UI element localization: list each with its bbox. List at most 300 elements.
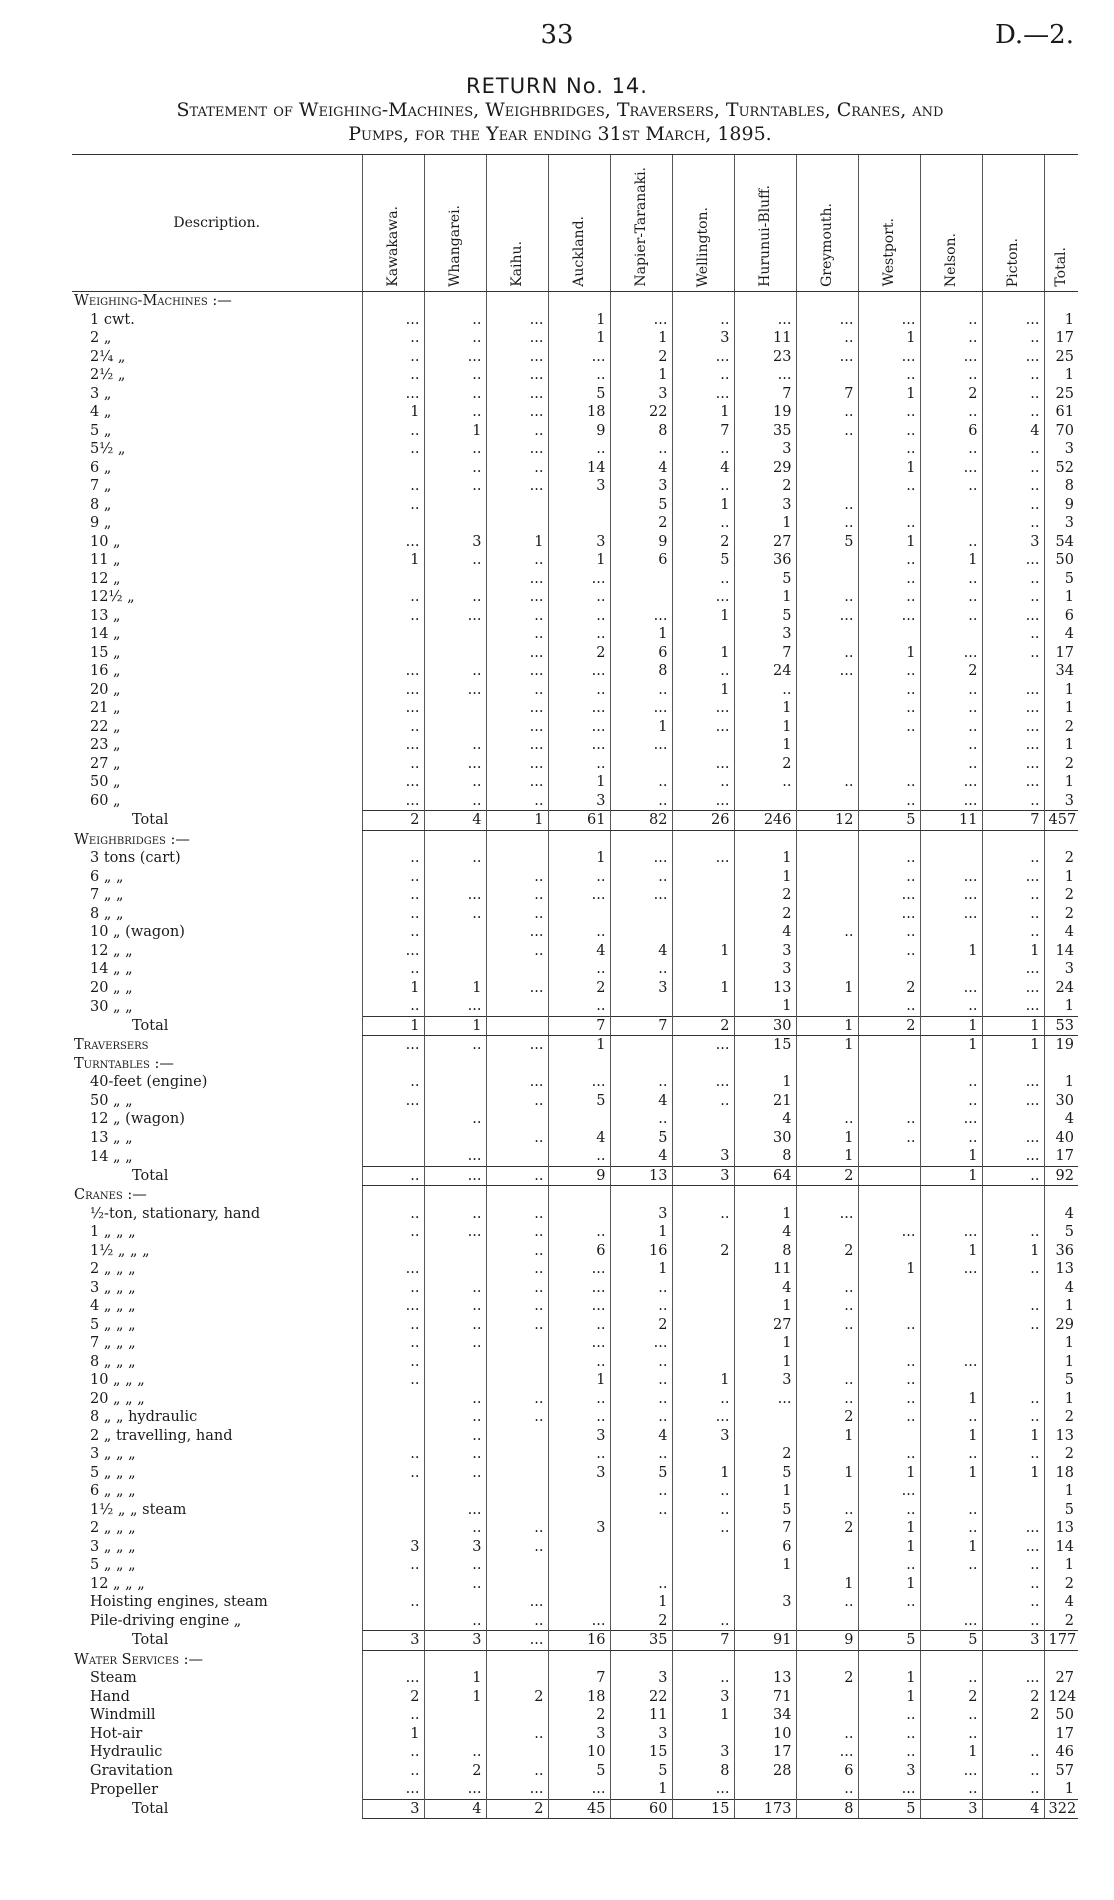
column-header-label: Hurunui-Bluff. [757, 185, 773, 287]
table-cell: .. [858, 773, 920, 792]
table-cell: .. [424, 1612, 486, 1631]
table-cell: ... [486, 570, 548, 589]
table-cell: .. [424, 1110, 486, 1129]
row-description: 2 „ [90, 330, 112, 347]
table-cell: 5 [610, 1129, 672, 1148]
table-cell: .. [858, 477, 920, 496]
table-cell: .. [920, 533, 982, 552]
table-cell: 27 [734, 1316, 796, 1335]
table-cell [982, 1650, 1044, 1669]
table-cell: 2 [796, 1669, 858, 1688]
table-cell: ... [486, 644, 548, 663]
table-cell: 1 [920, 1036, 982, 1055]
row-description: 40-feet (engine) [90, 1074, 208, 1091]
table-cell: 1 [858, 1464, 920, 1483]
table-cell [548, 1593, 610, 1612]
table-cell: .. [486, 625, 548, 644]
table-cell [610, 588, 672, 607]
table-cell: ... [610, 699, 672, 718]
table-row [72, 440, 1078, 459]
table-cell: .. [858, 942, 920, 961]
table-cell: 1 [734, 736, 796, 755]
table-cell: 5 [672, 551, 734, 570]
table-cell: 1 [920, 1743, 982, 1762]
table-cell: 7 [610, 1016, 672, 1036]
table-cell: .. [672, 1501, 734, 1520]
table-cell: .. [610, 773, 672, 792]
table-cell: ... [486, 718, 548, 737]
table-cell: .. [424, 1464, 486, 1483]
table-cell: 7 [548, 1016, 610, 1036]
table-cell: 9 [796, 1631, 858, 1651]
table-cell [424, 1353, 486, 1372]
table-cell: .. [424, 1743, 486, 1762]
column-header-label: Auckland. [571, 216, 587, 287]
column-header-label: Kaihu. [509, 241, 525, 287]
table-cell [734, 830, 796, 849]
table-cell: 4 [982, 422, 1044, 441]
table-cell: .. [858, 440, 920, 459]
row-description: 50 „ „ [90, 1092, 133, 1109]
row-description: Total [132, 1017, 169, 1034]
table-cell: .. [982, 440, 1044, 459]
table-cell [424, 496, 486, 515]
row-description: Hot-air [90, 1725, 143, 1742]
table-cell: 7 [982, 811, 1044, 831]
table-row [72, 1780, 1078, 1799]
row-description: 8 „ „ hydraulic [90, 1409, 198, 1426]
table-cell: 25 [1044, 385, 1078, 404]
row-description: 1 „ „ „ [90, 1224, 136, 1241]
row-description: 7 „ „ [90, 887, 124, 904]
table-cell: .. [858, 1353, 920, 1372]
table-cell: ... [362, 311, 424, 330]
row-description: 3 „ „ „ [90, 1279, 136, 1296]
table-cell [796, 755, 858, 774]
table-cell: .. [548, 588, 610, 607]
table-cell: .. [920, 311, 982, 330]
table-cell [548, 830, 610, 849]
table-cell: .. [424, 385, 486, 404]
table-cell: 1 [1044, 868, 1078, 887]
table-cell [734, 1408, 796, 1427]
table-cell: 1 [858, 1688, 920, 1707]
column-header [796, 155, 858, 292]
table-cell [486, 1501, 548, 1520]
table-cell: ... [796, 1205, 858, 1224]
table-cell: 11 [734, 329, 796, 348]
table-cell: .. [920, 440, 982, 459]
table-cell: 27 [734, 533, 796, 552]
table-cell: 2 [1044, 1445, 1078, 1464]
table-cell: .. [486, 1279, 548, 1298]
table-cell: .. [796, 1593, 858, 1612]
table-cell: ... [362, 1092, 424, 1111]
table-cell [920, 1279, 982, 1298]
table-cell: .. [486, 551, 548, 570]
row-description: 9 „ [90, 515, 112, 532]
table-cell: .. [486, 1725, 548, 1744]
table-cell [796, 997, 858, 1016]
table-cell: 3 [982, 1631, 1044, 1651]
table-cell: 29 [734, 459, 796, 478]
table-row [72, 1353, 1078, 1372]
table-cell: .. [610, 1445, 672, 1464]
table-cell: .. [920, 570, 982, 589]
table-cell: ... [672, 792, 734, 811]
table-cell: .. [486, 422, 548, 441]
table-cell: 5 [920, 1631, 982, 1651]
column-header [362, 155, 424, 292]
total-row [72, 1166, 1078, 1186]
table-cell: .. [672, 1092, 734, 1111]
table-cell: 1 [1044, 1353, 1078, 1372]
table-cell: .. [486, 1612, 548, 1631]
table-cell: ... [920, 1612, 982, 1631]
row-description: Steam [90, 1670, 137, 1687]
table-row [72, 644, 1078, 663]
table-cell: ... [362, 681, 424, 700]
row-description: 3 „ [90, 385, 112, 402]
table-cell: .. [982, 385, 1044, 404]
table-cell: ... [858, 1223, 920, 1242]
table-cell: 1 [858, 1538, 920, 1557]
table-cell: 17 [1044, 1147, 1078, 1166]
table-cell: .. [362, 1593, 424, 1612]
table-cell: ... [672, 849, 734, 868]
table-cell: .. [858, 681, 920, 700]
table-cell: 1 [734, 1353, 796, 1372]
table-cell [486, 1353, 548, 1372]
table-cell [548, 1205, 610, 1224]
table-cell [548, 1110, 610, 1129]
table-cell: 4 [1044, 1110, 1078, 1129]
table-cell: ... [734, 1390, 796, 1409]
table-cell: .. [424, 329, 486, 348]
table-cell: 30 [1044, 1092, 1078, 1111]
table-cell: .. [610, 960, 672, 979]
table-cell: .. [486, 1223, 548, 1242]
table-cell: 3 [362, 1538, 424, 1557]
table-cell: 2 [796, 1242, 858, 1261]
table-cell: 5 [610, 496, 672, 515]
table-cell: ... [796, 311, 858, 330]
table-cell: .. [424, 1316, 486, 1335]
table-cell: .. [362, 1371, 424, 1390]
table-cell: ... [424, 1501, 486, 1520]
row-description: 8 „ „ [90, 905, 124, 922]
row-description: 60 „ [90, 793, 121, 809]
table-cell [424, 699, 486, 718]
table-cell: ... [424, 1780, 486, 1799]
table-cell [362, 1427, 424, 1446]
table-cell: ... [486, 329, 548, 348]
row-description: 2½ „ [90, 367, 126, 384]
row-description: 3 tons (cart) [90, 850, 181, 867]
table-cell: ... [362, 385, 424, 404]
table-cell [796, 886, 858, 905]
table-cell [672, 1316, 734, 1335]
table-cell: .. [362, 1334, 424, 1353]
table-cell [672, 625, 734, 644]
total-row [72, 1016, 1078, 1036]
table-row [72, 514, 1078, 533]
table-cell: .. [610, 1110, 672, 1129]
table-cell: .. [858, 403, 920, 422]
table-cell: .. [796, 644, 858, 663]
table-cell: 1 [1044, 699, 1078, 718]
table-cell [982, 1725, 1044, 1744]
table-cell: 8 [796, 1799, 858, 1819]
table-cell [858, 1650, 920, 1669]
table-cell: 2 [1044, 1408, 1078, 1427]
table-cell [362, 1129, 424, 1148]
table-cell: 2 [610, 514, 672, 533]
table-cell: ... [548, 699, 610, 718]
table-cell: .. [672, 1612, 734, 1631]
table-cell: ... [920, 868, 982, 887]
table-cell: ... [362, 942, 424, 961]
table-cell: 8 [610, 662, 672, 681]
table-cell: 5 [1044, 1501, 1078, 1520]
table-row [72, 1223, 1078, 1242]
table-cell: .. [672, 514, 734, 533]
table-cell [486, 1650, 548, 1669]
column-header [610, 155, 672, 292]
return-title: RETURN No. 14. [466, 74, 648, 98]
table-cell [424, 514, 486, 533]
table-cell: .. [610, 1073, 672, 1092]
table-cell: 1 [734, 849, 796, 868]
table-cell: .. [672, 311, 734, 330]
table-cell: .. [920, 1073, 982, 1092]
table-cell: 1 [920, 942, 982, 961]
row-description: 2 „ „ „ [90, 1261, 136, 1278]
table-cell: ... [982, 755, 1044, 774]
row-description: Total [132, 1632, 169, 1649]
table-cell [486, 830, 548, 849]
table-cell: .. [858, 1371, 920, 1390]
table-cell: 1 [610, 1223, 672, 1242]
table-cell: 3 [362, 1631, 424, 1651]
row-description: 6 „ „ „ [90, 1483, 136, 1500]
table-cell [796, 1612, 858, 1631]
table-row [72, 1538, 1078, 1557]
table-cell: .. [362, 755, 424, 774]
table-cell: .. [610, 1353, 672, 1372]
table-cell: 1 [858, 459, 920, 478]
table-cell [796, 699, 858, 718]
table-cell: .. [672, 1205, 734, 1224]
table-cell: 7 [734, 644, 796, 663]
table-row [72, 1110, 1078, 1129]
table-cell: ... [982, 736, 1044, 755]
table-cell [486, 997, 548, 1016]
table-cell: .. [424, 1556, 486, 1575]
table-cell [672, 1297, 734, 1316]
table-cell: .. [982, 459, 1044, 478]
section-row [72, 1650, 1078, 1669]
table-cell: 322 [1044, 1799, 1078, 1819]
table-cell: 2 [734, 755, 796, 774]
table-cell: .. [796, 1501, 858, 1520]
row-description: 5½ „ [90, 441, 126, 458]
table-cell [982, 662, 1044, 681]
table-cell: .. [362, 1223, 424, 1242]
table-cell: .. [858, 514, 920, 533]
table-cell [486, 1334, 548, 1353]
table-row [72, 1297, 1078, 1316]
table-cell: .. [424, 1427, 486, 1446]
table-cell: .. [672, 1519, 734, 1538]
table-cell [610, 1036, 672, 1055]
table-row [72, 403, 1078, 422]
table-cell [672, 886, 734, 905]
table-cell: 2 [796, 1166, 858, 1186]
table-cell: 14 [1044, 942, 1078, 961]
table-cell [424, 718, 486, 737]
table-cell: 14 [1044, 1538, 1078, 1557]
table-cell: ... [548, 1612, 610, 1631]
table-row [72, 1316, 1078, 1335]
table-cell: 2 [1044, 886, 1078, 905]
table-cell: .. [362, 1316, 424, 1335]
table-cell: ... [982, 997, 1044, 1016]
table-cell: ... [424, 348, 486, 367]
table-cell: .. [486, 1538, 548, 1557]
table-cell: 1 [920, 1538, 982, 1557]
table-cell [610, 923, 672, 942]
table-cell [796, 477, 858, 496]
table-row [72, 607, 1078, 626]
table-cell: 1 [858, 1519, 920, 1538]
table-cell: .. [548, 1147, 610, 1166]
table-cell: 1 [982, 1016, 1044, 1036]
table-cell: 3 [1044, 440, 1078, 459]
table-cell: 3 [548, 1464, 610, 1483]
row-description: 5 „ [90, 422, 112, 439]
table-row [72, 1612, 1078, 1631]
table-row [72, 699, 1078, 718]
table-cell: ... [858, 905, 920, 924]
table-row [72, 459, 1078, 478]
table-cell: .. [362, 1353, 424, 1372]
table-cell: ... [548, 886, 610, 905]
table-cell [610, 1650, 672, 1669]
table-cell: .. [362, 1445, 424, 1464]
table-cell: 3 [734, 625, 796, 644]
column-header-label: Nelson. [943, 232, 959, 287]
table-cell [796, 1055, 858, 1074]
row-description: 14 „ „ [90, 961, 133, 978]
table-cell: 3 [734, 440, 796, 459]
table-cell [796, 366, 858, 385]
table-cell: .. [362, 329, 424, 348]
table-cell: .. [362, 868, 424, 887]
table-cell: .. [982, 625, 1044, 644]
table-row [72, 1593, 1078, 1612]
table-cell: .. [982, 1445, 1044, 1464]
table-cell [796, 942, 858, 961]
table-cell: .. [920, 1706, 982, 1725]
table-cell: 2 [548, 644, 610, 663]
table-cell [858, 1427, 920, 1446]
table-cell: .. [920, 736, 982, 755]
table-cell: .. [920, 718, 982, 737]
table-cell [796, 960, 858, 979]
table-cell: 2 [1044, 849, 1078, 868]
table-cell [858, 1334, 920, 1353]
table-cell: 5 [858, 1799, 920, 1819]
total-row [72, 1799, 1078, 1819]
table-cell: 6 [1044, 607, 1078, 626]
table-cell [362, 625, 424, 644]
table-cell: 2 [982, 1688, 1044, 1707]
table-row [72, 1519, 1078, 1538]
table-cell [672, 1055, 734, 1074]
table-cell [858, 736, 920, 755]
table-cell: .. [920, 997, 982, 1016]
table-cell: .. [548, 607, 610, 626]
table-cell: 34 [1044, 662, 1078, 681]
table-cell: ... [982, 607, 1044, 626]
table-cell [672, 1575, 734, 1594]
table-cell: .. [982, 329, 1044, 348]
table-row [72, 1743, 1078, 1762]
row-description: 8 „ „ „ [90, 1353, 136, 1370]
table-cell: ... [858, 311, 920, 330]
table-cell: .. [362, 1073, 424, 1092]
table-cell: ... [548, 1279, 610, 1298]
table-cell [486, 1427, 548, 1446]
table-cell: .. [796, 1371, 858, 1390]
table-cell: 3 [610, 1725, 672, 1744]
table-cell: 5 [734, 607, 796, 626]
table-cell: ... [610, 736, 672, 755]
row-description: Weighbridges :— [74, 831, 190, 848]
table-row [72, 792, 1078, 811]
table-cell [362, 292, 424, 311]
table-cell [672, 1556, 734, 1575]
table-cell: 2 [858, 979, 920, 998]
table-cell: ... [548, 570, 610, 589]
table-cell: .. [424, 1334, 486, 1353]
table-row [72, 570, 1078, 589]
table-cell: 1 [858, 533, 920, 552]
table-cell: 1 [858, 1260, 920, 1279]
table-cell: ... [982, 311, 1044, 330]
table-cell [858, 1147, 920, 1166]
table-cell: .. [858, 1129, 920, 1148]
table-cell [672, 1260, 734, 1279]
table-cell: 13 [1044, 1519, 1078, 1538]
table-cell: 1 [858, 385, 920, 404]
table-cell: .. [610, 1297, 672, 1316]
table-cell: .. [982, 886, 1044, 905]
table-cell: ... [672, 1036, 734, 1055]
row-description: 27 „ [90, 755, 121, 772]
table-cell [486, 514, 548, 533]
table-cell: 1 [734, 1073, 796, 1092]
table-cell: 4 [1044, 625, 1078, 644]
row-description: 12 „ [90, 570, 121, 587]
row-description: 12 „ „ „ [90, 1575, 145, 1592]
table-cell: ... [982, 1147, 1044, 1166]
table-row [72, 533, 1078, 552]
table-cell: 13 [734, 979, 796, 998]
table-cell: 1 [610, 366, 672, 385]
table-cell: 4 [1044, 1279, 1078, 1298]
